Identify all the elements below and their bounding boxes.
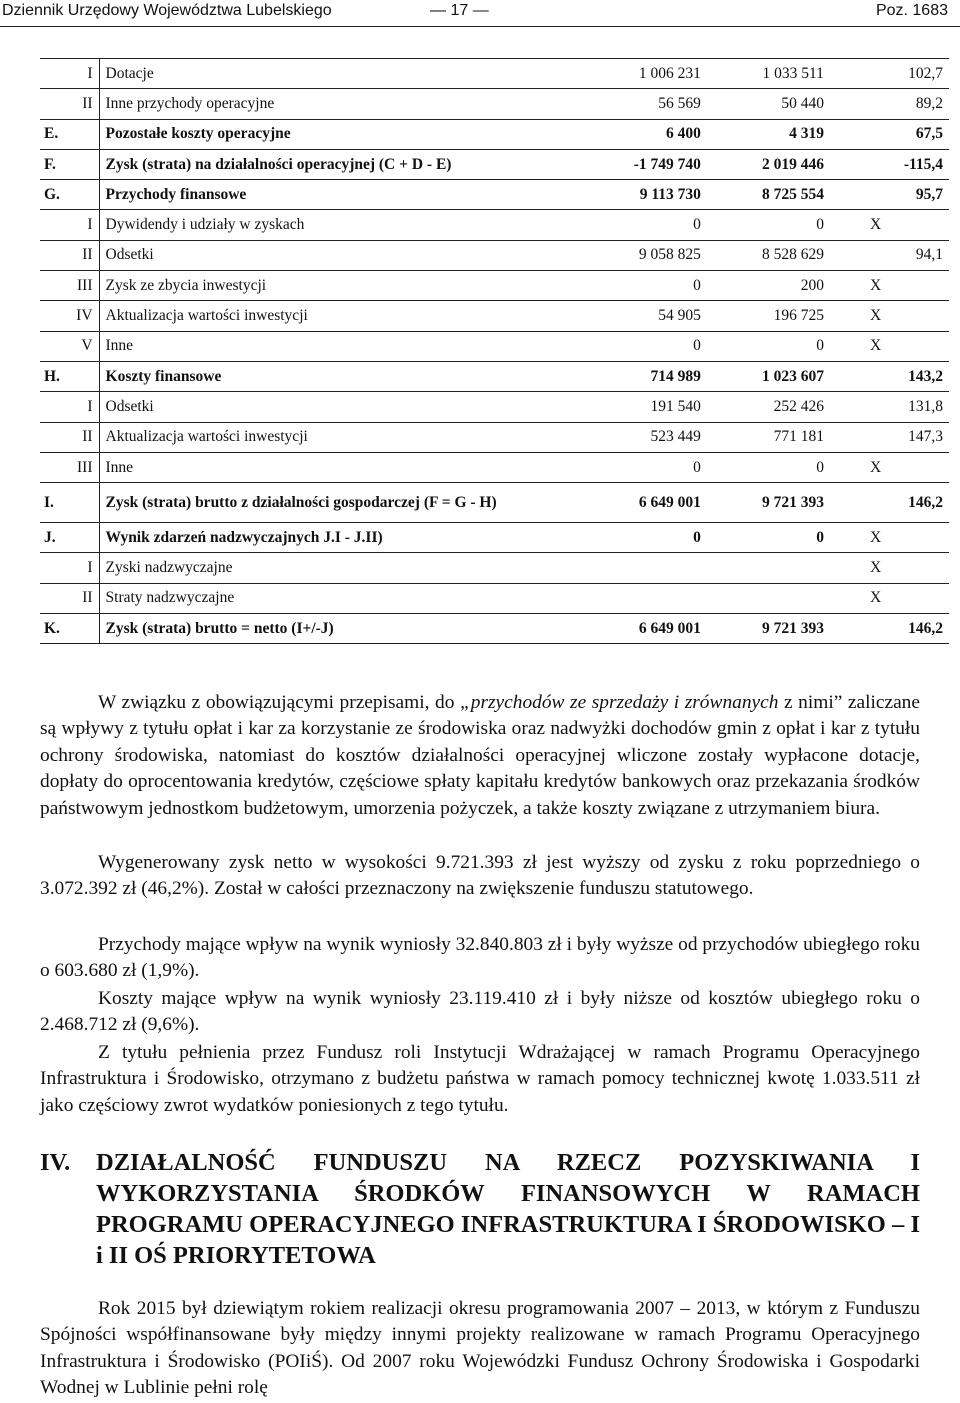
value-2015-cell [707,553,830,583]
section-title: DZIAŁALNOŚĆ FUNDUSZU NA RZECZ POZYSKIWANIA I WYKORZYSTANIA ŚRODKÓW FINANSOWYCH W RAMACH PROGRAMU OPERACYJNEGO INFRASTRUKTURA I ŚRODOWISKO – I i II OŚ PRIORYTETOWA [96,1149,920,1269]
row-label-cell: Wynik zdarzeń nadzwyczajnych J.I - J.II) [99,523,584,553]
table-row [40,119,949,149]
value-2015-cell [707,583,830,613]
row-label-cell: Przychody finansowe [99,180,584,210]
row-label-cell: Dotacje [99,59,584,89]
value-2014-cell: 6 400 [584,119,707,149]
paragraph-text: Wygenerowany zysk netto w wysokości 9.721.393 zł jest wyższy od zysku z roku poprzedniego o 3.072.392 zł (46,2%). Został w całości przeznaczony na zwiększenie funduszu statutowego. [40,852,920,900]
dynamics-percent-cell: X [830,553,949,583]
dynamics-percent-cell: X [830,583,949,613]
value-2014-cell: -1 749 740 [584,149,707,179]
table-row [40,240,949,270]
value-2014-cell: 6 649 001 [584,614,707,644]
row-number-cell: E. [40,119,99,149]
position-number: Poz. 1683 [875,2,948,19]
row-number-cell: III [40,271,99,301]
row-label-cell: Pozostałe koszty operacyjne [99,119,584,149]
table-row [40,301,949,331]
row-label-cell: Odsetki [99,240,584,270]
row-number-cell: I [40,553,99,583]
value-2015-cell: 1 033 511 [707,59,830,89]
value-2014-cell: 54 905 [584,301,707,331]
dynamics-percent-cell: X [830,210,949,240]
table-row [40,614,949,644]
row-number-cell: H. [40,361,99,391]
row-label-cell: Dywidendy i udziały w zyskach [99,210,584,240]
page-header [0,0,960,27]
page-number: — 17 — [430,2,489,19]
table-row [40,331,949,361]
row-label-cell: Koszty finansowe [99,361,584,391]
paragraph-text: W związku z obowiązującymi przepisami, do [98,692,460,713]
table-row [40,210,949,240]
table-row [40,553,949,583]
financial-table [40,58,949,644]
row-label-cell: Zysk (strata) na działalności operacyjnej (C + D - E) [99,149,584,179]
dynamics-percent-cell: 94,1 [830,240,949,270]
table-row [40,361,949,391]
row-number-cell: I [40,392,99,422]
dynamics-percent-cell: 67,5 [830,119,949,149]
value-2015-cell: 50 440 [707,89,830,119]
value-2015-cell: 2 019 446 [707,149,830,179]
table-row [40,271,949,301]
row-label-cell: Aktualizacja wartości inwestycji [99,422,584,452]
row-label-cell: Odsetki [99,392,584,422]
value-2015-cell: 9 721 393 [707,614,830,644]
journal-title: Dziennik Urzędowy Województwa Lubelskiego [2,2,332,19]
value-2014-cell: 0 [584,452,707,482]
row-label-cell: Inne [99,331,584,361]
financial-table-body [40,59,949,644]
dynamics-percent-cell: 146,2 [830,483,949,523]
dynamics-percent-cell: X [830,523,949,553]
table-row [40,59,949,89]
table-row [40,523,949,553]
value-2015-cell: 200 [707,271,830,301]
dynamics-percent-cell: 102,7 [830,59,949,89]
row-number-cell: K. [40,614,99,644]
dynamics-percent-cell: 147,3 [830,422,949,452]
value-2015-cell: 196 725 [707,301,830,331]
dynamics-percent-cell: X [830,452,949,482]
row-label-cell: Zyski nadzwyczajne [99,553,584,583]
value-2015-cell: 252 426 [707,392,830,422]
dynamics-percent-cell: X [830,271,949,301]
row-label-cell: Inne przychody operacyjne [99,89,584,119]
row-number-cell: G. [40,180,99,210]
paragraph-revenue-definitions [40,690,920,822]
table-row [40,180,949,210]
value-2014-cell: 56 569 [584,89,707,119]
table-row [40,583,949,613]
value-2015-cell: 0 [707,523,830,553]
row-number-cell: I [40,59,99,89]
value-2014-cell: 0 [584,523,707,553]
paragraph-text: Rok 2015 był dziewiątym rokiem realizacji okresu programowania 2007 – 2013, w którym z Funduszu Spójności współfinansowane były między innymi projekty realizowane w ramach Programu Operacyjnego Infrastruktura i Środowisko (POIiŚ). Od 2007 roku Wojewódzki Fundusz Ochrony Środowiska i Gospodarki Wodnej w Lublinie pełni rolę [40,1298,920,1399]
value-2015-cell: 0 [707,452,830,482]
table-row [40,149,949,179]
row-number-cell: J. [40,523,99,553]
dynamics-percent-cell: X [830,301,949,331]
paragraph-programme-2015 [40,1296,920,1402]
row-label-cell: Zysk (strata) brutto z działalności gospodarczej (F = G - H) [99,483,584,523]
table-row [40,452,949,482]
paragraph-emphasis: „przychodów ze sprzedaży i zrównanych [459,692,779,713]
dynamics-percent-cell: X [830,331,949,361]
paragraph-text: Przychody mające wpływ na wynik wyniosły 32.840.803 zł i były wyższe od przychodów ubiegłego roku o 603.680 zł (1,9%). [40,934,920,982]
table-row [40,483,949,523]
value-2014-cell [584,583,707,613]
value-2015-cell: 0 [707,210,830,240]
row-label-cell: Aktualizacja wartości inwestycji [99,301,584,331]
dynamics-percent-cell: 143,2 [830,361,949,391]
dynamics-percent-cell: 131,8 [830,392,949,422]
value-2014-cell: 1 006 231 [584,59,707,89]
paragraph-net-profit [40,850,920,903]
dynamics-percent-cell: 89,2 [830,89,949,119]
paragraph-text: Z tytułu pełnienia przez Fundusz roli Instytucji Wdrażającej w ramach Programu Operacyjnego Infrastruktura i Środowisko, otrzymano z budżetu państwa w ramach pomocy technicznej kwotę 1.033.511 zł jako częściowy zwrot wydatków poniesionych z tego tytułu. [40,1042,920,1116]
row-number-cell: V [40,331,99,361]
value-2015-cell: 8 528 629 [707,240,830,270]
value-2015-cell: 4 319 [707,119,830,149]
value-2014-cell: 9 058 825 [584,240,707,270]
value-2014-cell [584,553,707,583]
dynamics-percent-cell: 95,7 [830,180,949,210]
paragraph-technical-assistance [40,1040,920,1119]
value-2014-cell: 523 449 [584,422,707,452]
table-row [40,392,949,422]
value-2014-cell: 9 113 730 [584,180,707,210]
value-2014-cell: 0 [584,271,707,301]
value-2015-cell: 8 725 554 [707,180,830,210]
value-2015-cell: 1 023 607 [707,361,830,391]
row-number-cell: IV [40,301,99,331]
section-heading [40,1147,920,1271]
value-2015-cell: 0 [707,331,830,361]
paragraph-text: Koszty mające wpływ na wynik wyniosły 23.119.410 zł i były niższe od kosztów ubiegłego roku o 2.468.712 zł (9,6%). [40,988,920,1036]
table-row [40,89,949,119]
row-number-cell: III [40,452,99,482]
value-2014-cell: 714 989 [584,361,707,391]
row-number-cell: II [40,422,99,452]
row-label-cell: Zysk ze zbycia inwestycji [99,271,584,301]
value-2015-cell: 771 181 [707,422,830,452]
row-label-cell: Zysk (strata) brutto = netto (I+/-J) [99,614,584,644]
value-2014-cell: 0 [584,210,707,240]
value-2014-cell: 0 [584,331,707,361]
row-number-cell: II [40,240,99,270]
row-number-cell: F. [40,149,99,179]
row-number-cell: II [40,89,99,119]
value-2014-cell: 6 649 001 [584,483,707,523]
paragraph-text: z nimi” zaliczane są wpływy z tytułu opłat i kar za korzystanie ze środowiska oraz nadwyżki dochodów gmin z opłat i kar z tytułu ochrony środowiska, natomiast do kosztów działalności operacyjnej wliczone zostały wypłacone dotacje, dopłaty do oprocentowania kredytów, częściowe spłaty kapitału kredytów bankowych oraz przekazania środków państwowym jednostkom budżetowym, umorzenia pożyczek, a także koszty związane z utrzymaniem biura. [40,692,920,819]
row-label-cell: Inne [99,452,584,482]
paragraph-revenues [40,932,920,985]
value-2015-cell: 9 721 393 [707,483,830,523]
section-number: IV. [40,1149,71,1176]
value-2014-cell: 191 540 [584,392,707,422]
table-row [40,422,949,452]
row-number-cell: I [40,210,99,240]
row-label-cell: Straty nadzwyczajne [99,583,584,613]
dynamics-percent-cell: 146,2 [830,614,949,644]
dynamics-percent-cell: -115,4 [830,149,949,179]
row-number-cell: I. [40,483,99,523]
row-number-cell: II [40,583,99,613]
paragraph-costs [40,986,920,1039]
